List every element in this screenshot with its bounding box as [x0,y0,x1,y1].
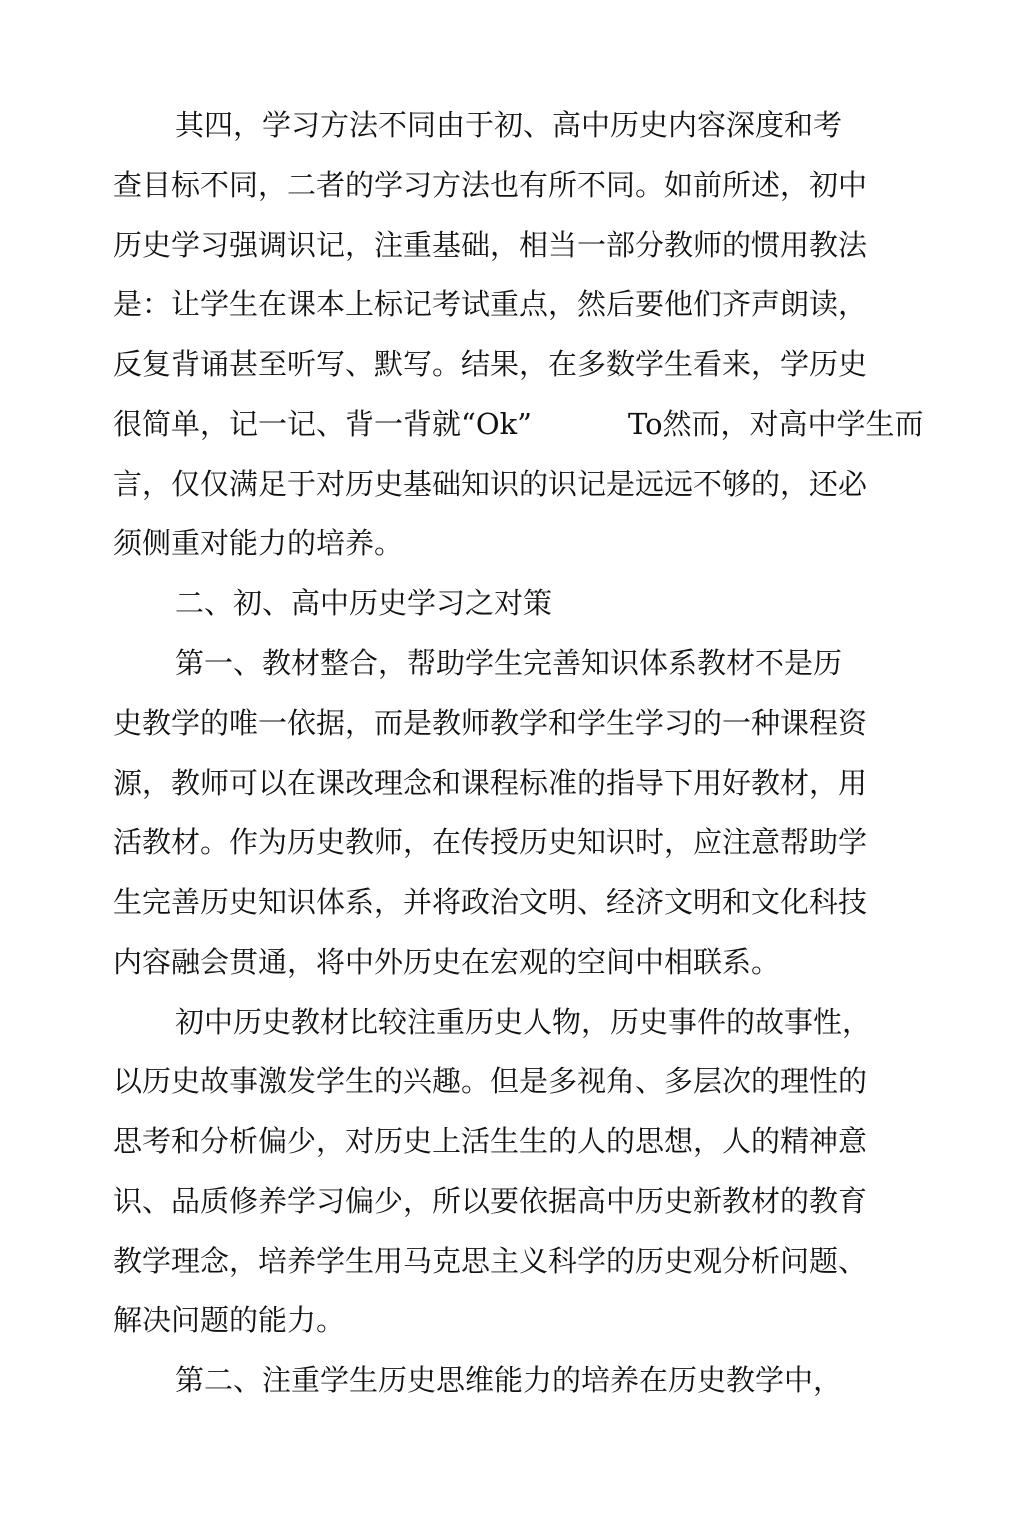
paragraph-line: 解决问题的能力。 [113,1303,346,1337]
line-segment: 很简单，记一记、背一背就“Ok” [113,407,532,441]
line-segment: To然而，对高中学生而 [628,407,924,441]
paragraph-line-split [113,404,924,444]
paragraph-line: 第二、注重学生历史思维能力的培养在历史教学中， [175,1363,843,1397]
paragraph-line: 以历史故事激发学生的兴趣。但是多视角、多层次的理性的 [113,1064,868,1098]
paragraph-line: 初中历史教材比较注重历史人物，历史事件的故事性， [175,1005,872,1039]
paragraph-line: 其四，学习方法不同由于初、高中历史内容深度和考 [175,108,843,142]
paragraph-line: 反复背诵甚至听写、默写。结果，在多数学生看来，学历史 [113,347,868,381]
section-heading: 二、初、高中历史学习之对策 [175,586,553,620]
paragraph-line: 第一、教材整合，帮助学生完善知识体系教材不是历 [175,646,843,680]
paragraph-line: 史教学的唯一依据，而是教师教学和学生学习的一种课程资 [113,706,868,740]
paragraph-line: 查目标不同，二者的学习方法也有所不同。如前所述，初中 [113,168,868,202]
paragraph-line: 源，教师可以在课改理念和课程标准的指导下用好教材，用 [113,766,868,800]
paragraph-line: 历史学习强调识记，注重基础，相当一部分教师的惯用教法 [113,228,868,262]
paragraph-line: 言，仅仅满足于对历史基础知识的识记是远远不够的，还必 [113,467,868,501]
paragraph-line: 是：让学生在课本上标记考试重点，然后要他们齐声朗读， [113,287,868,321]
paragraph-line: 内容融会贯通，将中外历史在宏观的空间中相联系。 [113,945,781,979]
paragraph-line: 思考和分析偏少，对历史上活生生的人的思想，人的精神意 [113,1124,868,1158]
paragraph-line: 活教材。作为历史教师，在传授历史知识时，应注意帮助学 [113,825,868,859]
paragraph-line: 教学理念，培养学生用马克思主义科学的历史观分析问题、 [113,1244,868,1278]
paragraph-line: 生完善历史知识体系，并将政治文明、经济文明和文化科技 [113,885,868,919]
paragraph-line: 识、品质修养学习偏少，所以要依据高中历史新教材的教育 [113,1184,868,1218]
paragraph-line: 须侧重对能力的培养。 [113,526,404,560]
